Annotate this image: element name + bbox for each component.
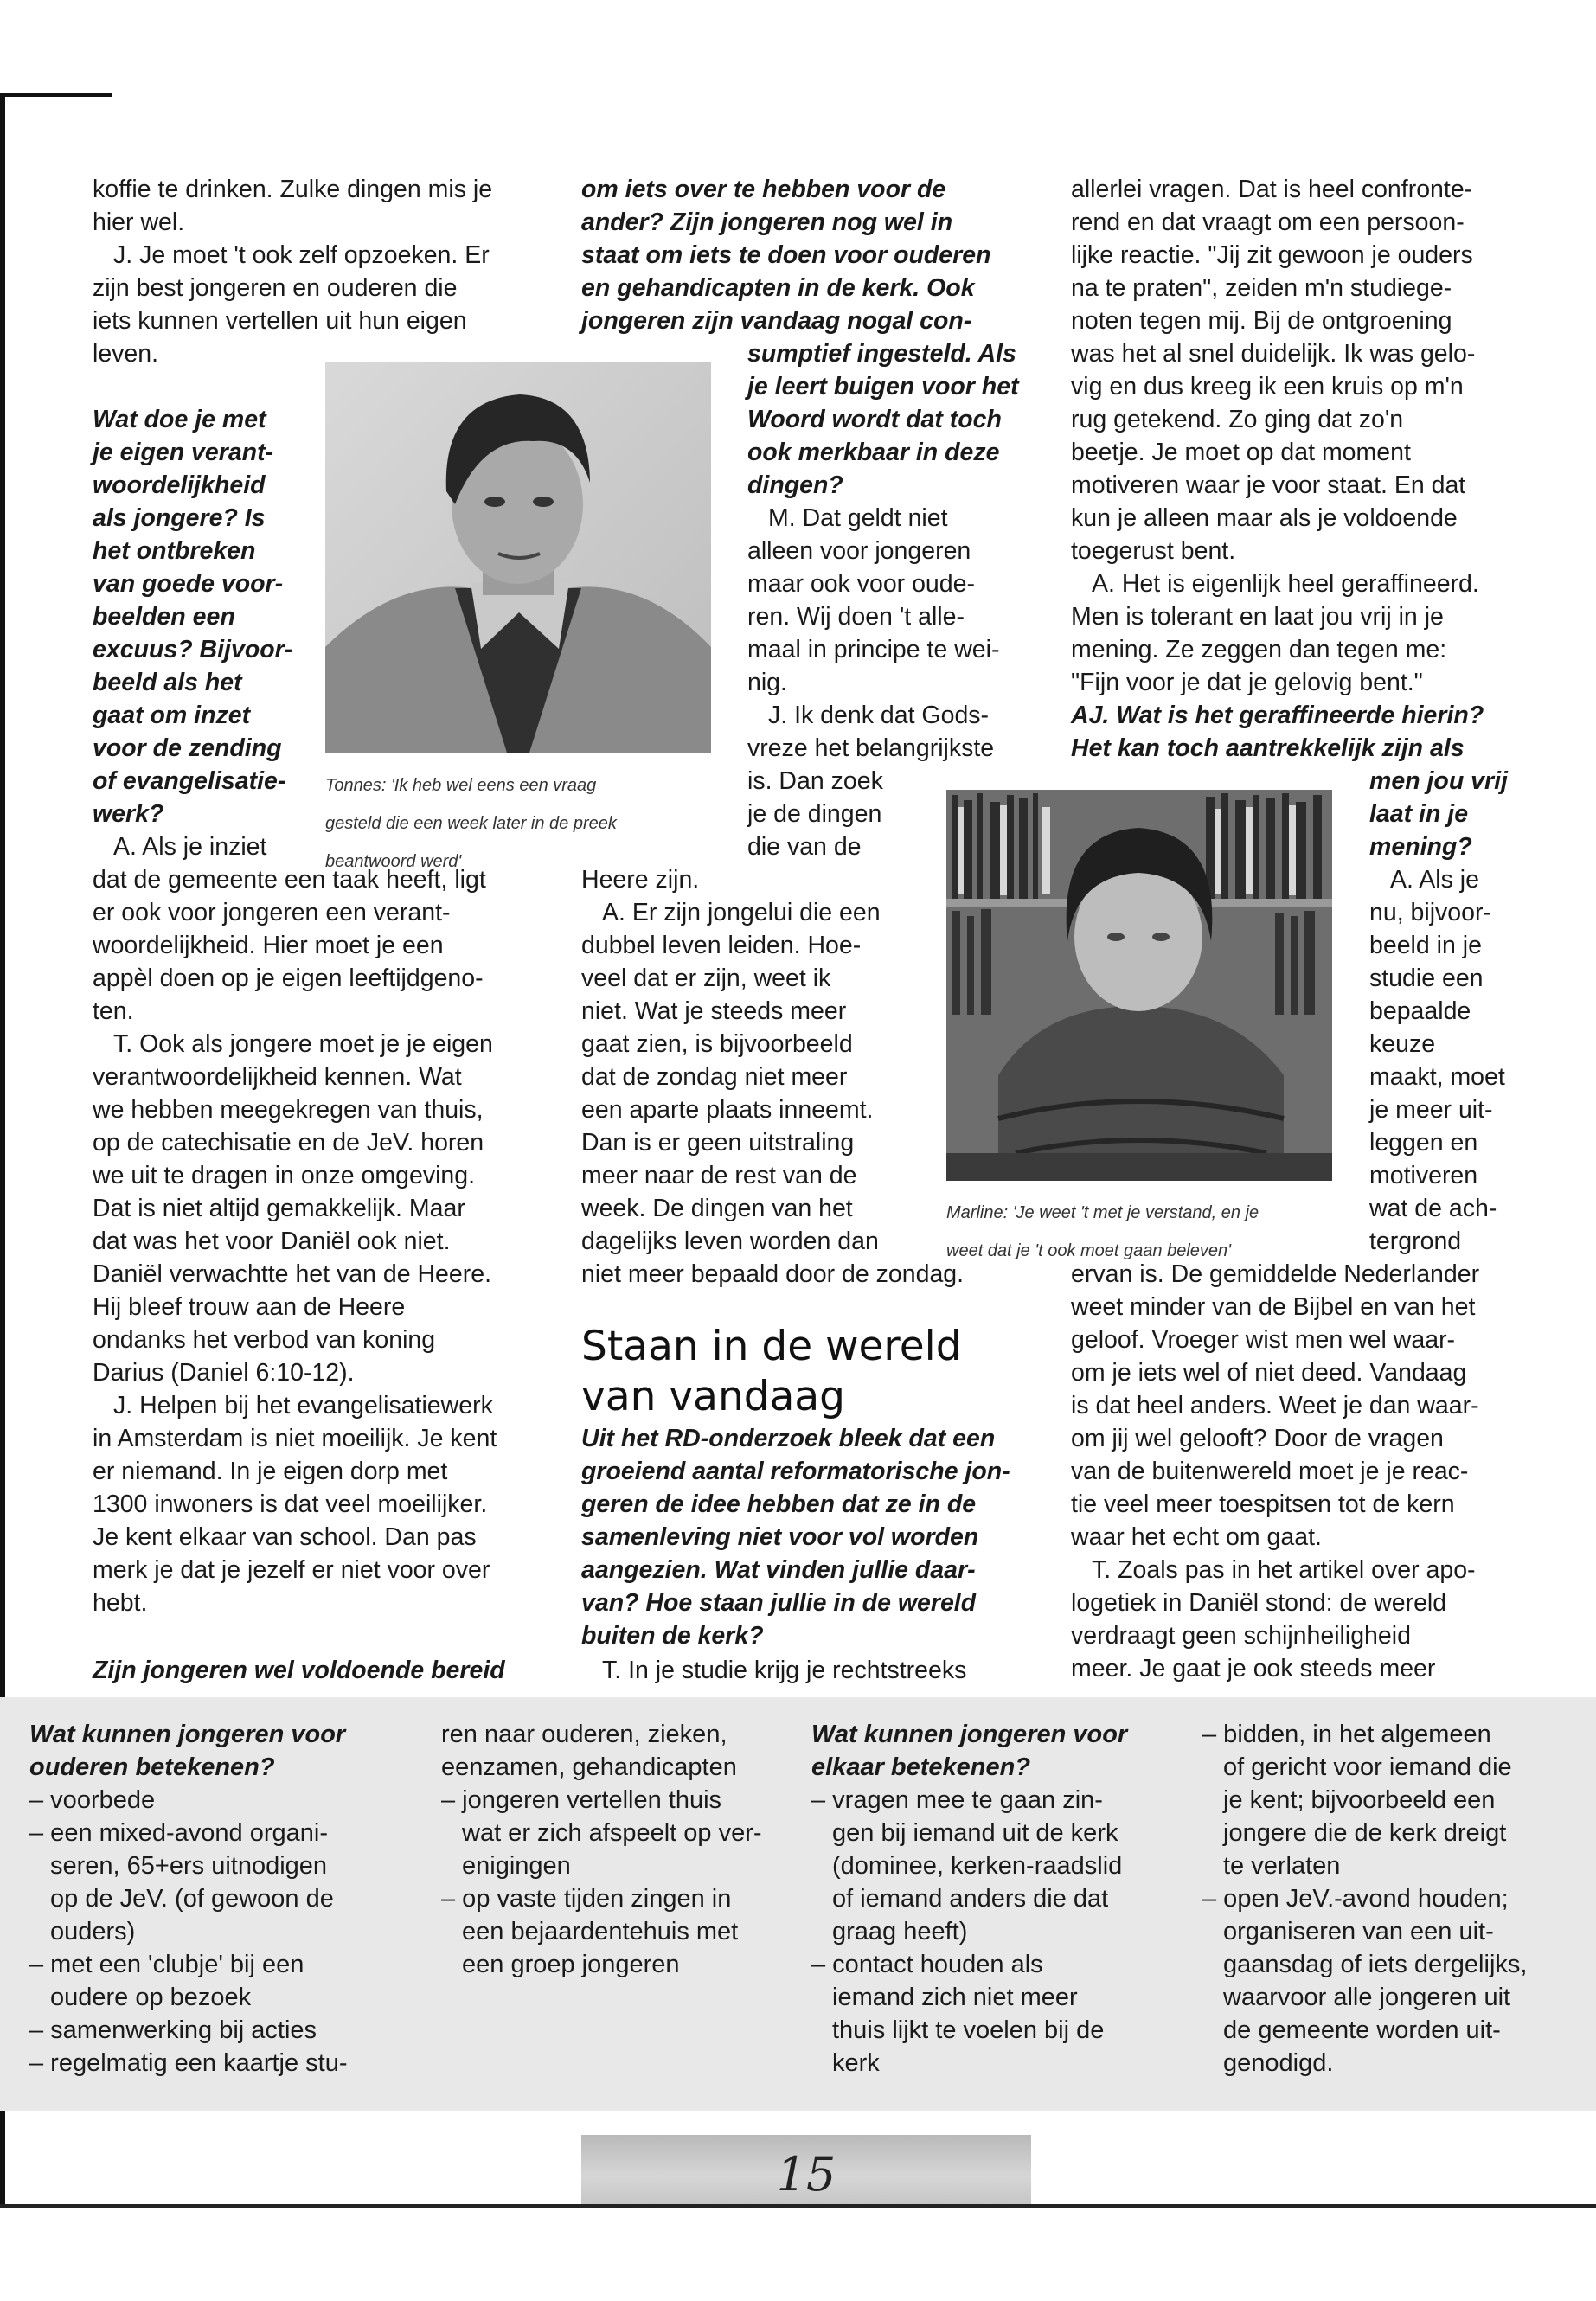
- text-line: appèl doen op je eigen leeftijdgeno-: [93, 965, 484, 992]
- section-heading: [581, 1322, 962, 1422]
- text-line: mening?: [1369, 833, 1472, 861]
- text-line: bepaalde: [1369, 997, 1471, 1025]
- text-line: vig en dus kreeg ik een kruis op m'n: [1071, 373, 1464, 401]
- text-line: ouderen betekenen?: [29, 1753, 275, 1781]
- text-line: jongeren zijn vandaag nogal con-: [581, 307, 972, 335]
- info-box-heading-1: [29, 1718, 427, 1784]
- text-line: ren. Wij doen 't alle-: [747, 603, 965, 631]
- text-line: gaansdag of iets dergelijks,: [1223, 1951, 1528, 1978]
- text-line: staat om iets te doen voor ouderen: [581, 241, 991, 269]
- text-line: leven.: [93, 340, 159, 368]
- info-box-column-2: [441, 1718, 804, 1981]
- text-line: ondanks het verbod van koning: [93, 1326, 436, 1354]
- column-3-narrow-body: [1369, 863, 1560, 1258]
- text-line: we uit te dragen in onze omgeving.: [93, 1162, 476, 1189]
- text-line: laat in je: [1369, 800, 1469, 828]
- text-line: T. Ook als jongere moet je je eigen: [113, 1030, 493, 1058]
- text-line: – vragen mee te gaan zin-: [811, 1786, 1103, 1814]
- text-line: dat de gemeente een taak heeft, ligt: [93, 866, 486, 894]
- text-line: veel dat er zijn, weet ik: [581, 965, 831, 992]
- text-line: je kent; bijvoorbeeld een: [1223, 1786, 1496, 1814]
- text-line: werk?: [93, 800, 164, 828]
- text-line: elkaar betekenen?: [811, 1753, 1031, 1781]
- text-line: dat de zondag niet meer: [581, 1063, 848, 1091]
- text-line: is dat heel anders. Weet je dan waar-: [1071, 1392, 1479, 1420]
- text-line: J. Ik denk dat Gods-: [768, 702, 990, 729]
- text-line: A. Het is eigenlijk heel geraffineerd.: [1092, 570, 1479, 598]
- text-line: op de JeV. (of gewoon de: [50, 1885, 334, 1913]
- text-line: Wat kunnen jongeren voor: [811, 1721, 1128, 1748]
- text-line: graag heeft): [832, 1918, 968, 1945]
- text-line: aangezien. Wat vinden jullie daar-: [581, 1556, 976, 1584]
- column-2-question-narrow: [747, 337, 1042, 502]
- text-line: ten.: [93, 997, 134, 1025]
- text-line: waar het echt om gaat.: [1071, 1523, 1322, 1551]
- column-3-question-narrow: [1369, 765, 1560, 863]
- text-line: in Amsterdam is niet moeilijk. Je kent: [93, 1425, 497, 1452]
- text-line: 1300 inwoners is dat veel moeilijker.: [93, 1490, 488, 1518]
- text-line: keuze: [1369, 1030, 1436, 1058]
- text-line: logetiek in Daniël stond: de wereld: [1071, 1589, 1447, 1617]
- text-line: ook merkbaar in deze: [747, 439, 1000, 466]
- text-line: – open JeV.-avond houden;: [1202, 1885, 1509, 1913]
- text-line: noten tegen mij. Bij de ontgroening: [1071, 307, 1452, 335]
- text-line: Heere zijn.: [581, 866, 700, 894]
- text-line: Darius (Daniel 6:10-12).: [93, 1359, 355, 1387]
- text-line: mening. Ze zeggen dan tegen me:: [1071, 636, 1447, 663]
- text-line: tie veel meer toespitsen tot de kern: [1071, 1490, 1455, 1518]
- text-line: dubbel leven leiden. Hoe-: [581, 932, 862, 959]
- text-line: eenzamen, gehandicapten: [441, 1753, 737, 1781]
- text-line: ouders): [50, 1918, 136, 1945]
- text-line: na te praten", zeiden m'n studiege-: [1071, 274, 1452, 302]
- text-line: kerk: [832, 2049, 880, 2077]
- text-line: een aparte plaats inneemt.: [581, 1096, 874, 1124]
- text-line: er ook voor jongeren een verant-: [93, 899, 451, 926]
- column-2-last: [581, 1654, 1040, 1687]
- text-line: Wat doe je met: [93, 406, 266, 433]
- text-line: organiseren van een uit-: [1223, 1918, 1494, 1945]
- text-line: hebt.: [93, 1589, 148, 1617]
- column-2-last-line: T. In je studie krijg je rechtstreeks: [602, 1657, 967, 1684]
- text-line: – bidden, in het algemeen: [1202, 1721, 1491, 1748]
- text-line: week. De dingen van het: [581, 1195, 853, 1222]
- info-box-heading-2: [811, 1718, 1209, 1784]
- column-1-last-question: [93, 1654, 577, 1687]
- text-line: – met een 'clubje' bij een: [29, 1951, 304, 1978]
- text-line: of gericht voor iemand die: [1223, 1753, 1512, 1781]
- info-box-list-1: [29, 1784, 427, 2080]
- column-1-question: [93, 403, 300, 830]
- text-line: meer naar de rest van de: [581, 1162, 857, 1189]
- photo-tonnes-image: [325, 362, 711, 753]
- text-line: studie een: [1369, 965, 1484, 992]
- photo-tonnes: [325, 362, 711, 753]
- text-line: waarvoor alle jongeren uit: [1223, 1984, 1511, 2011]
- page-number: 15: [776, 2147, 836, 2202]
- text-line: – voorbede: [29, 1786, 156, 1814]
- text-line: nig.: [747, 669, 787, 696]
- text-line: gen bij iemand uit de kerk: [832, 1819, 1118, 1847]
- info-box: [0, 1697, 1596, 2111]
- text-line: je de dingen: [747, 800, 882, 828]
- text-line: seren, 65+ers uitnodigen: [50, 1852, 328, 1880]
- column-3-question: [1071, 699, 1555, 765]
- text-line: Woord wordt dat toch: [747, 406, 1002, 433]
- scan-edge-top: [0, 93, 112, 97]
- info-box-column-1: [29, 1718, 427, 2080]
- text-line: je meer uit-: [1369, 1096, 1493, 1124]
- text-line: leggen en: [1369, 1129, 1478, 1157]
- text-line: toegerust bent.: [1071, 537, 1236, 565]
- text-line: dagelijks leven worden dan: [581, 1227, 879, 1255]
- column-2-question-2: [581, 1422, 1040, 1652]
- info-box-column-3: [811, 1718, 1209, 2080]
- text-line: woordelijkheid. Hier moet je een: [93, 932, 444, 959]
- text-line: maal in principe te wei-: [747, 636, 1000, 663]
- text-line: ervan is. De gemiddelde Nederlander: [1071, 1260, 1480, 1288]
- text-line: – jongeren vertellen thuis: [441, 1786, 722, 1814]
- text-line: weet minder van de Bijbel en van het: [1071, 1293, 1476, 1321]
- text-line: van de buitenwereld moet je je reac-: [1071, 1458, 1469, 1485]
- text-line: excuus? Bijvoor-: [93, 636, 293, 663]
- text-line: en gehandicapten in de kerk. Ook: [581, 274, 975, 302]
- text-line: men jou vrij: [1369, 767, 1508, 795]
- text-line: woordelijkheid: [93, 471, 266, 499]
- text-line: Marline: 'Je weet 't met je verstand, en je: [946, 1203, 1259, 1222]
- text-line: samenleving niet voor vol worden: [581, 1523, 979, 1551]
- text-line: Dan is er geen uitstraling: [581, 1129, 855, 1157]
- text-line: niet meer bepaald door de zondag.: [581, 1260, 965, 1288]
- text-line: of iemand anders die dat: [832, 1885, 1109, 1913]
- text-line: Dat is niet altijd gemakkelijk. Maar: [93, 1195, 465, 1222]
- text-line: A. Als je inziet: [113, 833, 267, 861]
- text-line: enigingen: [462, 1852, 571, 1880]
- text-line: ander? Zijn jongeren nog wel in: [581, 208, 953, 236]
- text-line: "Fijn voor je dat je gelovig bent.": [1071, 669, 1423, 696]
- photo-marline: [946, 790, 1332, 1181]
- text-line: gesteld die een week later in de preek: [325, 814, 617, 833]
- text-line: A. Er zijn jongelui die een: [602, 899, 881, 926]
- text-line: AJ. Wat is het geraffineerde hierin?: [1071, 702, 1484, 729]
- page-number-band: [581, 2135, 1031, 2204]
- column-1-body: [93, 830, 551, 1619]
- text-line: je eigen verant-: [93, 439, 274, 466]
- text-line: Tonnes: 'Ik heb wel eens een vraag: [325, 776, 597, 795]
- text-line: groeiend aantal reformatorische jon-: [581, 1458, 1010, 1485]
- text-line: is. Dan zoek: [747, 767, 883, 795]
- text-line: alleen voor jongeren: [747, 537, 971, 565]
- text-line: geloof. Vroeger wist men wel waar-: [1071, 1326, 1456, 1354]
- text-line: iemand zich niet meer: [832, 1984, 1078, 2011]
- scan-edge-bottom: [0, 2204, 1596, 2208]
- text-line: voor de zending: [93, 734, 282, 762]
- text-line: – regelmatig een kaartje stu-: [29, 2049, 348, 2077]
- text-line: ren naar ouderen, zieken,: [441, 1721, 727, 1748]
- text-line: (dominee, kerken-raadslid: [832, 1852, 1123, 1880]
- text-line: jongere die de kerk dreigt: [1223, 1819, 1507, 1847]
- text-line: beeld als het: [93, 669, 242, 696]
- text-line: sumptief ingesteld. Als: [747, 340, 1016, 368]
- text-line: was het al snel duidelijk. Ik was gelo-: [1071, 340, 1476, 368]
- text-line: lijke reactie. "Jij zit gewoon je ouders: [1071, 241, 1473, 269]
- text-line: – samenwerking bij acties: [29, 2016, 317, 2044]
- text-line: beeld in je: [1369, 932, 1482, 959]
- text-line: buiten de kerk?: [581, 1622, 764, 1650]
- text-line: – contact houden als: [811, 1951, 1043, 1978]
- text-line: een groep jongeren: [462, 1951, 680, 1978]
- info-box-column-4: [1202, 1718, 1583, 2080]
- text-line: rend en dat vraagt om een persoon-: [1071, 208, 1465, 236]
- text-line: er niemand. In je eigen dorp met: [93, 1458, 448, 1485]
- text-line: J. Helpen bij het evangelisatiewerk: [113, 1392, 493, 1420]
- text-line: dingen?: [747, 471, 843, 499]
- text-line: motiveren waar je voor staat. En dat: [1071, 471, 1466, 499]
- text-line: maakt, moet: [1369, 1063, 1505, 1091]
- text-line: T. Zoals pas in het artikel over apo-: [1092, 1556, 1476, 1584]
- text-line: als jongere? Is: [93, 504, 266, 532]
- text-line: tergrond: [1369, 1227, 1462, 1255]
- text-line: van? Hoe staan jullie in de wereld: [581, 1589, 977, 1617]
- text-line: J. Je moet 't ook zelf opzoeken. Er: [113, 241, 490, 269]
- column-1-top: [93, 173, 551, 370]
- text-line: maar ook voor oude-: [747, 570, 975, 598]
- text-line: de gemeente worden uit-: [1223, 2016, 1501, 2044]
- text-line: kun je alleen maar als je voldoende: [1071, 504, 1458, 532]
- text-line: Uit het RD-onderzoek bleek dat een: [581, 1425, 996, 1452]
- text-line: we hebben meegekregen van thuis,: [93, 1096, 484, 1124]
- text-line: nu, bijvoor-: [1369, 899, 1491, 926]
- text-line: van goede voor-: [93, 570, 284, 598]
- text-line: – op vaste tijden zingen in: [441, 1885, 732, 1913]
- text-line: om iets over te hebben voor de: [581, 176, 946, 203]
- text-line: gaat om inzet: [93, 702, 251, 729]
- text-line: Men is tolerant en laat jou vrij in je: [1071, 603, 1444, 631]
- text-line: Je kent elkaar van school. Dan pas: [93, 1523, 477, 1551]
- text-line: verdraagt geen schijnheiligheid: [1071, 1622, 1411, 1650]
- text-line: weet dat je 't ook moet gaan beleven': [946, 1241, 1231, 1260]
- column-3-top: [1071, 173, 1555, 699]
- text-line: vreze het belangrijkste: [747, 734, 995, 762]
- text-line: of evangelisatie-: [93, 767, 286, 795]
- text-line: om je iets wel of niet deed. Vandaag: [1071, 1359, 1467, 1387]
- text-line: motiveren: [1369, 1162, 1478, 1189]
- text-line: wat de ach-: [1369, 1195, 1497, 1222]
- text-line: een bejaardentehuis met: [462, 1918, 739, 1945]
- text-line: thuis lijkt te voelen bij de: [832, 2016, 1105, 2044]
- text-line: Hij bleef trouw aan de Heere: [93, 1293, 406, 1321]
- text-line: koffie te drinken. Zulke dingen mis je: [93, 176, 493, 203]
- photo-marline-image: [946, 790, 1332, 1181]
- column-2-question-top: [581, 173, 1040, 337]
- text-line: Het kan toch aantrekkelijk zijn als: [1071, 734, 1465, 762]
- column-3-body: [1071, 1258, 1555, 1685]
- text-line: op de catechisatie en de JeV. horen: [93, 1129, 484, 1157]
- section-heading-line-1: Staan in de wereld: [581, 1323, 962, 1370]
- text-line: hier wel.: [93, 208, 185, 236]
- text-line: verantwoordelijkheid kennen. Wat: [93, 1063, 462, 1091]
- text-line: merk je dat je jezelf er niet voor over: [93, 1556, 490, 1584]
- text-line: genodigd.: [1223, 2049, 1334, 2077]
- text-line: wat er zich afspeelt op ver-: [462, 1819, 762, 1847]
- text-line: te verlaten: [1223, 1852, 1341, 1880]
- text-line: om jij wel gelooft? Door de vragen: [1071, 1425, 1444, 1452]
- text-line: meer. Je gaat je ook steeds meer: [1071, 1655, 1436, 1682]
- text-line: beantwoord werd': [325, 852, 462, 871]
- text-line: allerlei vragen. Dat is heel confronte-: [1071, 176, 1473, 203]
- text-line: Daniël verwachtte het van de Heere.: [93, 1260, 492, 1288]
- text-line: dat was het voor Daniël ook niet.: [93, 1227, 451, 1255]
- text-line: beetje. Je moet op dat moment: [1071, 439, 1411, 466]
- text-line: M. Dat geldt niet: [768, 504, 948, 532]
- last-question-line: Zijn jongeren wel voldoende bereid: [93, 1657, 505, 1684]
- info-box-list-2: [811, 1784, 1209, 2080]
- text-line: – een mixed-avond organi-: [29, 1819, 328, 1847]
- text-line: beelden een: [93, 603, 235, 631]
- text-line: gaat zien, is bijvoorbeeld: [581, 1030, 853, 1058]
- text-line: je leert buigen voor het: [747, 373, 1019, 401]
- text-line: oudere op bezoek: [50, 1984, 252, 2011]
- text-line: Wat kunnen jongeren voor: [29, 1721, 346, 1748]
- text-line: iets kunnen vertellen uit hun eigen: [93, 307, 467, 335]
- text-line: niet. Wat je steeds meer: [581, 997, 847, 1025]
- section-heading-line-2: van vandaag: [581, 1373, 846, 1420]
- text-line: zijn best jongeren en ouderen die: [93, 274, 458, 302]
- text-line: die van de: [747, 833, 862, 861]
- text-line: A. Als je: [1390, 866, 1479, 894]
- text-line: het ontbreken: [93, 537, 256, 565]
- text-line: rug getekend. Zo ging dat zo'n: [1071, 406, 1404, 433]
- text-line: geren de idee hebben dat ze in de: [581, 1490, 977, 1518]
